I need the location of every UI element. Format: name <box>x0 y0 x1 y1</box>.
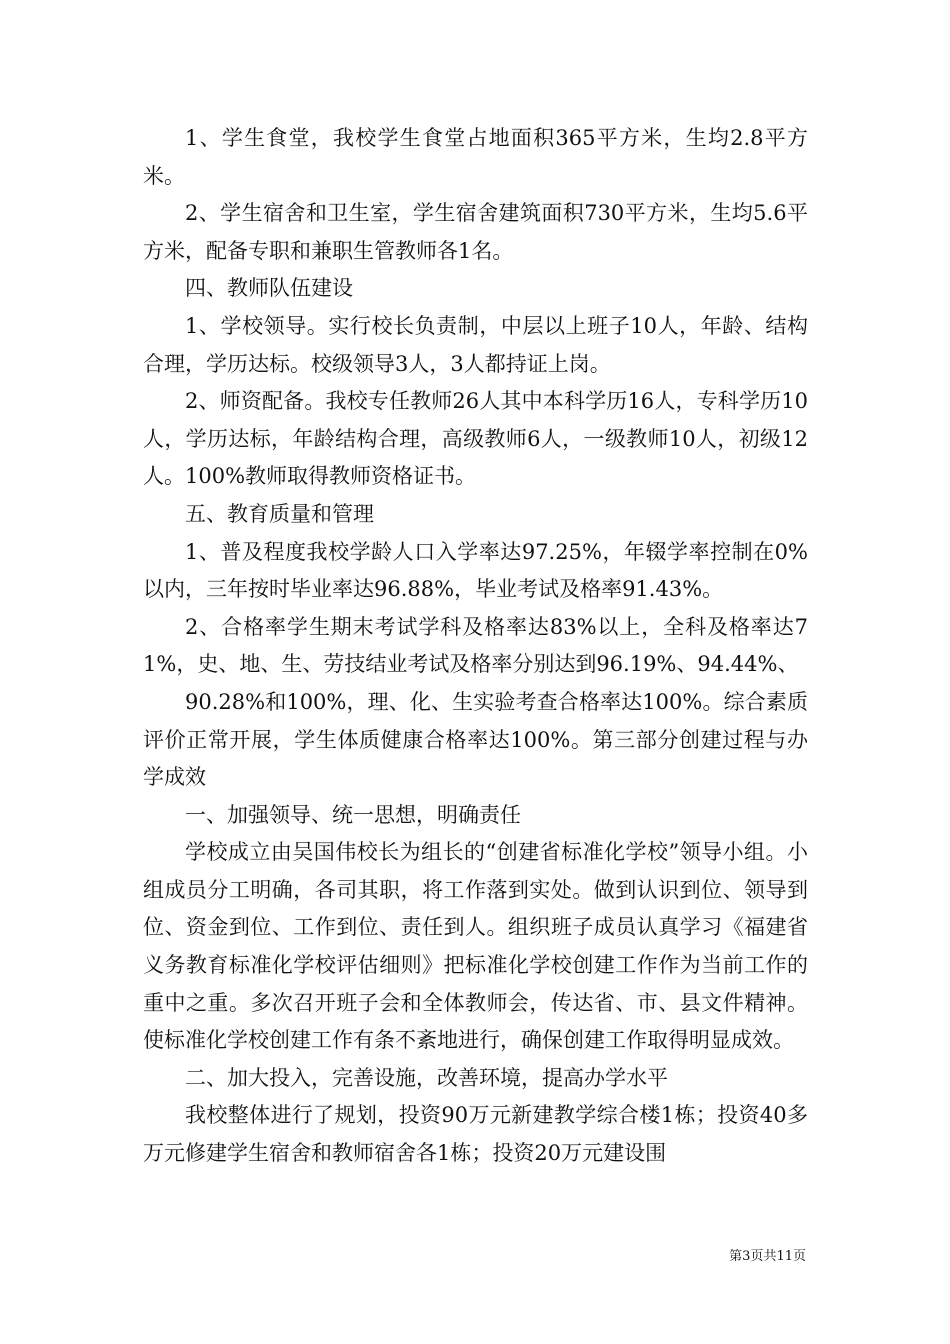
paragraph-investment: 我校整体进行了规划，投资90万元新建教学综合楼1栋；投资40多万元修建学生宿舍和教师宿舍各1栋；投资20万元建设围 <box>143 1103 808 1166</box>
paragraph-dormitory: 2、学生宿舍和卫生室，学生宿舍建筑面积730平方米，生均5.6平方米，配备专职和兼职生管教师各1名。 <box>143 201 808 263</box>
paragraph-enrollment: 1、普及程度我校学龄人口入学率达97.25%，年辍学率控制在0%以内，三年按时毕业率达96.88%，毕业考试及格率91.43%。 <box>143 539 808 602</box>
paragraph-pass-rate: 2、合格率学生期末考试学科及格率达83%以上，全科及格率达71%，史、地、生、劳技结业考试及格率分别达到96.19%、94.44%、 <box>143 614 808 677</box>
paragraph-exam-results: 90.28%和100%，理、化、生实验考查合格率达100%。综合素质评价正常开展，学生体质健康合格率达100%。第三部分创建过程与办学成效 <box>143 689 808 790</box>
paragraph-canteen: 1、学生食堂，我校学生食堂占地面积365平方米，生均2.8平方米。 <box>143 126 808 188</box>
section-heading-quality: 五、教育质量和管理 <box>185 501 374 526</box>
section-heading-investment: 二、加大投入，完善设施，改善环境，提高办学水平 <box>185 1065 668 1090</box>
section-heading-leadership: 一、加强领导、统一思想，明确责任 <box>185 802 521 827</box>
section-heading-teachers: 四、教师队伍建设 <box>185 276 353 301</box>
paragraph-leadership-group: 学校成立由吴国伟校长为组长的“创建省标准化学校”领导小组。小组成员分工明确，各司其职，将工作落到实处。做到认识到位、领导到位、资金到位、工作到位、责任到人。组织班子成员认真学习《福建省义务教育标准化学校评估细则》把标准化学校创建工作作为当前工作的重中之重。多次召开班子会和全体教师会，传达省、市、县文件精神。使标准化学校创建工作有条不紊地进行，确保创建工作取得明显成效。 <box>143 840 808 1053</box>
page-number: 第3页共11页 <box>729 1249 806 1264</box>
paragraph-leadership: 1、学校领导。实行校长负责制，中层以上班子10人，年龄、结构合理，学历达标。校级领导3人，3人都持证上岗。 <box>143 313 808 376</box>
paragraph-staffing: 2、师资配备。我校专任教师26人其中本科学历16人，专科学历10人，学历达标，年龄结构合理，高级教师6人，一级教师10人，初级12人。100%教师取得教师资格证书。 <box>143 389 808 489</box>
document-body <box>143 120 808 1173</box>
